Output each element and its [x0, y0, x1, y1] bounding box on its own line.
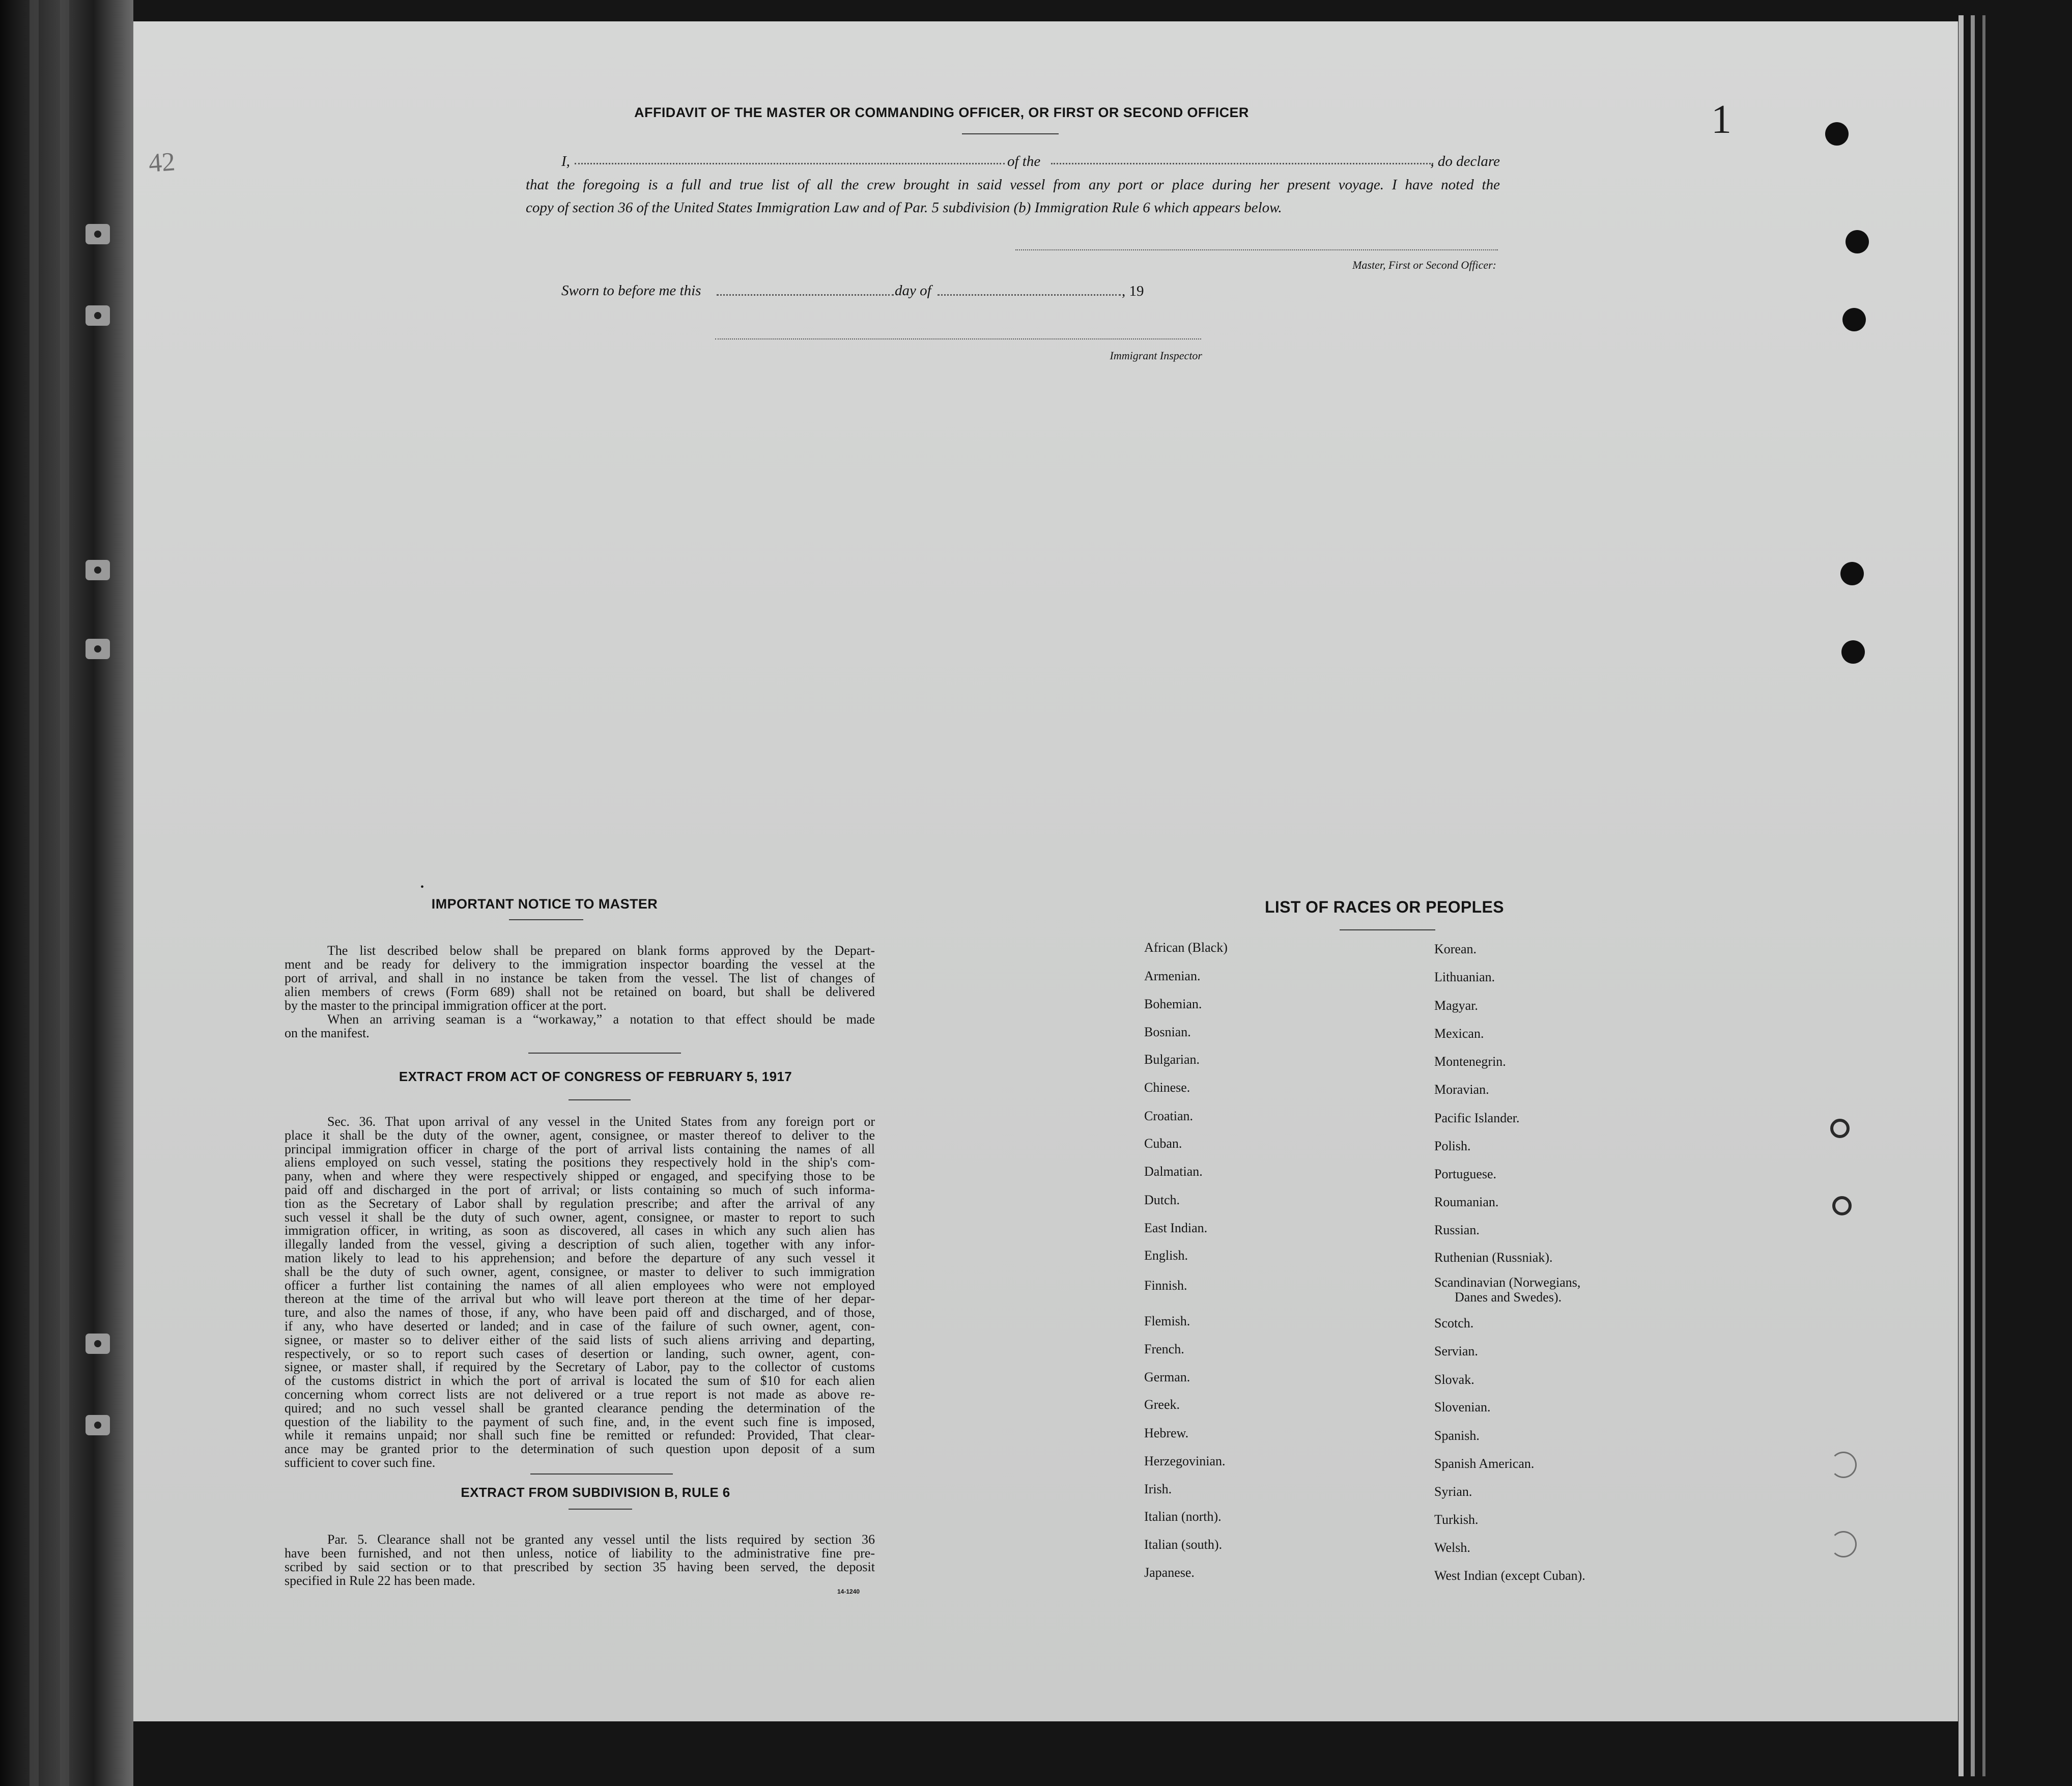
act-line: place it shall be the duty of the owner, agent, consignee, or master thereof to deliver to the	[285, 1127, 875, 1143]
race-item: Magyar.	[1434, 998, 1478, 1013]
rule-line: have been furnished, and not then unless, notice of liability to the administrative fine pre-	[285, 1546, 875, 1561]
race-item: Slovak.	[1434, 1372, 1474, 1387]
race-item: Dutch.	[1144, 1193, 1180, 1207]
act-line: mation likely to lead to his apprehension; and before the departure of any such vessel it	[285, 1250, 875, 1265]
races-title: LIST OF RACES OR PEOPLES	[1264, 898, 1505, 916]
race-item: Pacific Islander.	[1434, 1111, 1520, 1125]
act-line: Sec. 36. That upon arrival of any vessel in the United States from any foreign port or	[327, 1114, 875, 1129]
act-line: tion as the Secretary of Labor shall by regulation prescribe; and after the arrival of any	[285, 1196, 875, 1211]
signature-blank	[1015, 249, 1498, 250]
race-item: Bohemian.	[1144, 997, 1202, 1011]
race-item: Chinese.	[1144, 1080, 1190, 1095]
act-line: officer a further list containing the names of all alien employees who were not employed	[285, 1278, 875, 1293]
page-edge	[1971, 15, 1975, 1776]
race-item: Armenian.	[1144, 969, 1201, 983]
page-edge	[1959, 15, 1964, 1776]
act-line: pany, when and where they were respectively shipped or engaged, and specifying those to be	[285, 1169, 875, 1184]
rule-line: Par. 5. Clearance shall not be granted any vessel until the lists required by section 36	[327, 1532, 875, 1547]
act-line: concerning whom correct lists are not delivered or a true report is not made as above re-	[285, 1386, 875, 1402]
race-item: Mexican.	[1434, 1026, 1484, 1041]
race-item: Welsh.	[1434, 1540, 1470, 1555]
month-blank	[938, 294, 1121, 296]
race-item: Russian.	[1434, 1223, 1480, 1237]
race-item: Japanese.	[1144, 1565, 1195, 1580]
name-blank	[575, 163, 1005, 164]
extract-act-title: EXTRACT FROM ACT OF CONGRESS OF FEBRUARY 5, 1917	[399, 1069, 792, 1084]
binding-clip	[86, 305, 110, 326]
act-line: of the customs district in which the port of arrival is located the sum of $10 for each alien	[285, 1373, 875, 1388]
punch-hole	[1825, 122, 1849, 146]
day-of-label: day of	[895, 282, 931, 299]
act-line: respectively, or so to report such cases of desertion or landing, such owner, agent, con-	[285, 1346, 875, 1361]
act-line: signee, or master so to deliver either of the said lists of such aliens arriving and departing,	[285, 1332, 875, 1347]
binding-clip	[86, 639, 110, 659]
affidavit-do-declare: , do declare	[1430, 153, 1500, 169]
race-item: Ruthenian (Russniak).	[1434, 1250, 1553, 1265]
act-line: signee, or master shall, if required by the Secretary of Labor, pay to the collector of customs	[285, 1359, 875, 1375]
act-line: illegally landed from the vessel, giving a description of such alien, together with any infor-	[285, 1237, 875, 1252]
act-line: while it remains unpaid; nor shall such fine be remitted or refunded: Provided, That clear-	[285, 1428, 875, 1443]
punch-hole	[1842, 308, 1866, 331]
race-item: Portuguese.	[1434, 1167, 1497, 1181]
race-item-continuation: Danes and Swedes).	[1455, 1290, 1562, 1305]
notice-line: alien members of crews (Form 689) shall not be retained on board, but shall be delivered	[285, 984, 875, 999]
extract-rule-title: EXTRACT FROM SUBDIVISION B, RULE 6	[461, 1485, 730, 1500]
act-line: ture, and also the names of those, if any, who have been paid off and discharged, and of those,	[285, 1305, 875, 1320]
race-item: Cuban.	[1144, 1136, 1182, 1151]
race-item: Greek.	[1144, 1397, 1180, 1412]
race-item: Lithuanian.	[1434, 970, 1495, 984]
race-item: Polish.	[1434, 1139, 1471, 1153]
notice-line: When an arriving seaman is a “workaway,” a notation to that effect should be made	[327, 1012, 875, 1027]
act-line: question of the liability to the payment of such fine, and, in the event such fine is imposed,	[285, 1414, 875, 1429]
act-line: thereon at the time of the arrival but who will leave port thereon at the time of her depar-	[285, 1291, 875, 1307]
notice-line: ment and be ready for delivery to the immigration inspector boarding the vessel at the	[285, 957, 875, 972]
notice-line: port of arrival, and shall in no instance be taken from the vessel. The list of changes of	[285, 971, 875, 985]
divider	[1340, 929, 1435, 930]
notice-line: by the master to the principal immigration officer at the port.	[285, 998, 607, 1013]
race-item: Korean.	[1434, 942, 1477, 956]
race-item: English.	[1144, 1248, 1188, 1263]
binding-clip	[86, 1415, 110, 1435]
race-item: Bulgarian.	[1144, 1052, 1200, 1067]
binding-clip	[86, 1334, 110, 1354]
sworn-prefix: Sworn to before me this	[561, 282, 701, 299]
race-item: French.	[1144, 1342, 1184, 1356]
binding-clip	[86, 560, 110, 580]
race-item: Spanish.	[1434, 1428, 1480, 1443]
notice-line: The list described below shall be prepared on blank forms approved by the Depart-	[327, 943, 875, 958]
affidavit-i: I,	[561, 153, 570, 169]
divider	[962, 133, 1059, 134]
race-item: Croatian.	[1144, 1109, 1194, 1123]
notice-title: IMPORTANT NOTICE TO MASTER	[431, 896, 658, 912]
inspector-signature-blank	[715, 338, 1201, 339]
signature-label: Master, First or Second Officer:	[1352, 259, 1496, 271]
act-line: such vessel it shall be the duty of such owner, agent, consignee, or master to report to such	[285, 1209, 875, 1225]
race-item: East Indian.	[1144, 1221, 1208, 1235]
act-line: ance may be granted prior to the determination of such question upon deposit of a sum	[285, 1441, 875, 1457]
race-item: Scotch.	[1434, 1316, 1474, 1330]
form-code: 14-1240	[837, 1588, 860, 1595]
race-item: Slovenian.	[1434, 1400, 1491, 1414]
race-item: Bosnian.	[1144, 1025, 1191, 1039]
race-item: African (Black)	[1144, 940, 1228, 955]
divider	[569, 1099, 631, 1100]
act-line: quired; and no such vessel shall be granted clearance pending the determination of the	[285, 1400, 875, 1415]
punch-hole	[1832, 1196, 1852, 1215]
punch-hole	[1830, 1119, 1850, 1138]
affidavit-title: AFFIDAVIT OF THE MASTER OR COMMANDING OFFICER, OR FIRST OR SECOND OFFICER	[634, 105, 1249, 120]
binding-clip	[86, 224, 110, 244]
act-line: shall be the duty of such owner, agent, consignee, or master to deliver to such immigration	[285, 1264, 875, 1279]
race-item: Italian (north).	[1144, 1509, 1222, 1524]
divider	[569, 1509, 632, 1510]
act-line: paid off and discharged in the port of arrival; or lists containing so much of such informa-	[285, 1182, 875, 1197]
punch-hole	[1830, 1531, 1857, 1557]
rule-line: specified in Rule 22 has been made.	[285, 1573, 475, 1588]
punch-hole	[1830, 1452, 1857, 1478]
race-item: Spanish American.	[1434, 1456, 1535, 1471]
rule-line: scribed by said section or to that prescribed by section 35 having been served, the deposit	[285, 1560, 875, 1574]
notice-line: on the manifest.	[285, 1026, 370, 1040]
race-item: Moravian.	[1434, 1082, 1489, 1097]
act-line: immigration officer, in writing, as soon as discovered, all cases in which any such alien has	[285, 1223, 875, 1238]
notice-paragraph-1	[285, 944, 875, 1040]
race-item: Scandinavian (Norwegians,	[1434, 1275, 1581, 1290]
race-item: Finnish.	[1144, 1278, 1187, 1293]
corner-pencil-mark: 1	[1711, 97, 1732, 142]
year-prefix: , 19	[1122, 283, 1144, 299]
race-item: Hebrew.	[1144, 1426, 1189, 1440]
race-item: Dalmatian.	[1144, 1164, 1203, 1179]
race-item: Flemish.	[1144, 1314, 1190, 1328]
divider	[530, 1473, 673, 1475]
extract-act-body	[285, 1115, 875, 1470]
divider	[528, 1053, 681, 1054]
race-item: Turkish.	[1434, 1512, 1479, 1527]
vessel-blank	[1051, 163, 1433, 164]
race-item: German.	[1144, 1370, 1190, 1384]
race-item: Herzegovinian.	[1144, 1454, 1226, 1468]
affidavit-line-3: copy of section 36 of the United States Immigration Law and of Par. 5 subdivision (b) Immigration Rule 6 which appears below.	[526, 200, 1282, 216]
page-edge	[1982, 15, 1985, 1776]
margin-pencil-note: 42	[148, 147, 176, 178]
punch-hole	[1846, 230, 1869, 253]
inspector-label: Immigrant Inspector	[1110, 349, 1202, 362]
extract-rule-body	[285, 1533, 875, 1587]
act-line: principal immigration officer in charge of the port of arrival lists containing the names of all	[285, 1141, 875, 1156]
race-item: Montenegrin.	[1434, 1054, 1506, 1069]
race-item: West Indian (except Cuban).	[1434, 1568, 1585, 1583]
race-item: Italian (south).	[1144, 1537, 1223, 1552]
day-blank	[717, 294, 894, 296]
race-item: Irish.	[1144, 1482, 1172, 1496]
book-binding	[0, 0, 133, 1786]
act-line: aliens employed on such vessel, stating the positions they respectively hold in the ship's com-	[285, 1155, 875, 1170]
race-item: Roumanian.	[1434, 1195, 1499, 1209]
divider	[509, 919, 583, 920]
act-line: if any, who have deserted or landed; and in case of the failure of such owner, agent, con-	[285, 1318, 875, 1334]
race-item: Servian.	[1434, 1344, 1478, 1358]
race-item: Syrian.	[1434, 1484, 1472, 1499]
affidavit-of-the: of the	[1007, 153, 1041, 169]
punch-hole	[1841, 640, 1865, 664]
stray-dot: •	[420, 882, 424, 893]
act-line: sufficient to cover such fine.	[285, 1455, 436, 1470]
affidavit-line-2: that the foregoing is a full and true list of all the crew brought in said vessel from any port or place during her present voyage. I have noted the	[526, 177, 1500, 193]
punch-hole	[1840, 562, 1864, 585]
